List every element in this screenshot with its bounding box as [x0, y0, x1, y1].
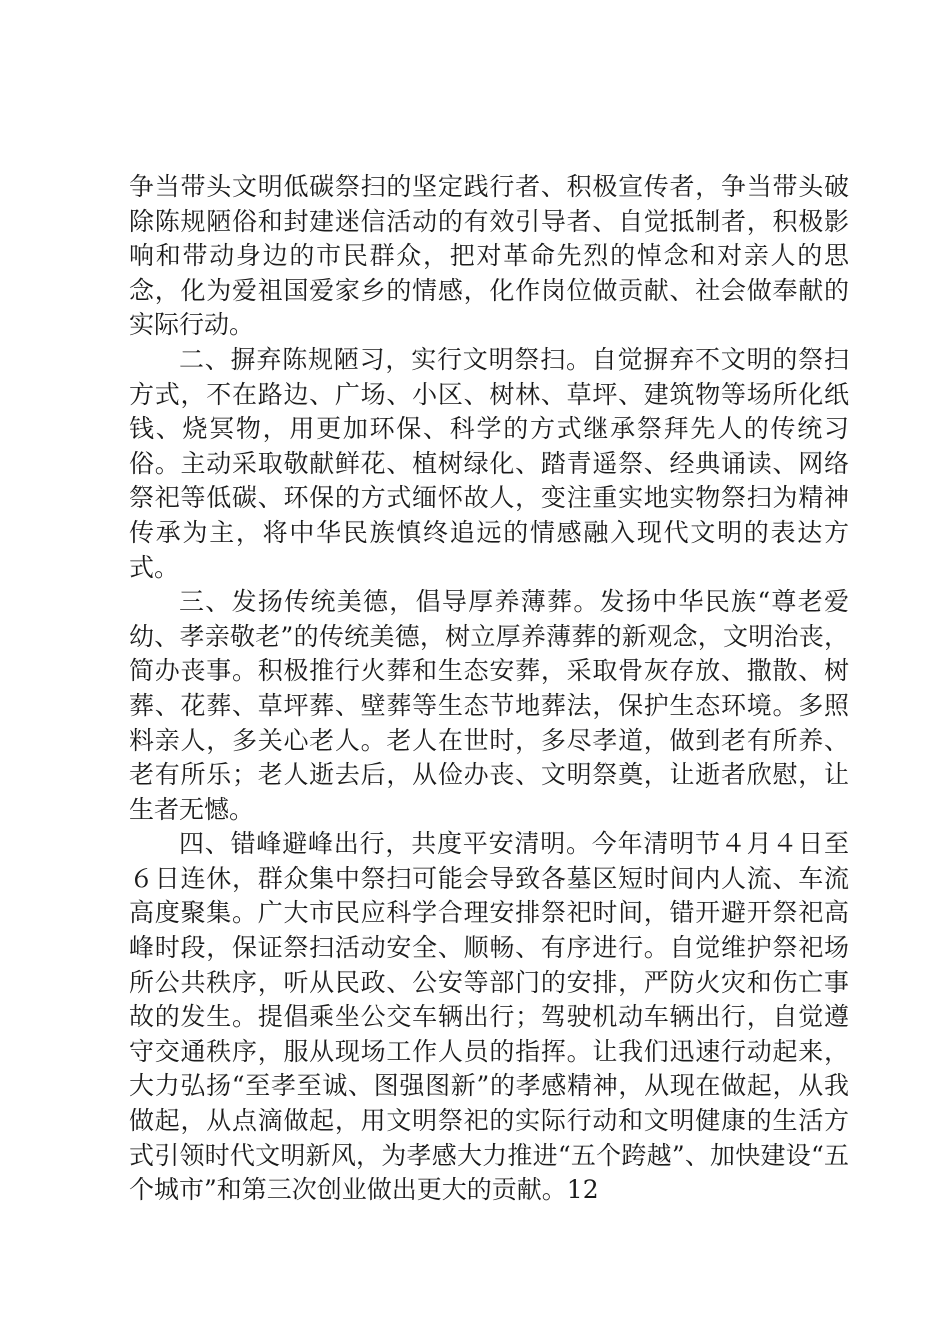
- document-body: [129, 170, 849, 1208]
- paragraph-section-four: 四、错峰避峰出行，共度平安清明。今年清明节４月４日至６日连休，群众集中祭扫可能会导致各墓区短时间内人流、车流高度聚集。广大市民应科学合理安排祭祀时间，错开避开祭祀高峰时段，保证祭扫活动安全、顺畅、有序进行。自觉维护祭祀场所公共秩序，听从民政、公安等部门的安排，严防火灾和伤亡事故的发生。提倡乘坐公交车辆出行；驾驶机动车辆出行，自觉遵守交通秩序，服从现场工作人员的指挥。让我们迅速行动起来，大力弘扬“至孝至诚、图强图新”的孝感精神，从现在做起，从我做起，从点滴做起，用文明祭祀的实际行动和文明健康的生活方式引领时代文明新风，为孝感大力推进“五个跨越”、加快建设“五个城市”和第三次创业做出更大的贡献。12: [129, 829, 849, 1205]
- paragraph-continuation: 争当带头文明低碳祭扫的坚定践行者、积极宣传者，争当带头破除陈规陋俗和封建迷信活动的有效引导者、自觉抵制者，积极影响和带动身边的市民群众，把对革命先烈的悼念和对亲人的思念，化为爱祖国爱家乡的情感，化作岗位做贡献、社会做奉献的实际行动。: [129, 172, 849, 340]
- paragraph-section-two: 二、摒弃陈规陋习，实行文明祭扫。自觉摒弃不文明的祭扫方式，不在路边、广场、小区、树林、草坪、建筑物等场所化纸钱、烧冥物，用更加环保、科学的方式继承祭拜先人的传统习俗。主动采取敬献鲜花、植树绿化、踏青遥祭、经典诵读、网络祭祀等低碳、环保的方式缅怀故人，变注重实地实物祭扫为精神传承为主，将中华民族慎终追远的情感融入现代文明的表达方式。: [129, 344, 849, 582]
- paragraph-section-three: 三、发扬传统美德，倡导厚养薄葬。发扬中华民族“尊老爱幼、孝亲敬老”的传统美德，树立厚养薄葬的新观念，文明治丧，简办丧事。积极推行火葬和生态安葬，采取骨灰存放、撒散、树葬、花葬、草坪葬、壁葬等生态节地葬法，保护生态环境。多照料亲人，多关心老人。老人在世时，多尽孝道，做到老有所养、老有所乐；老人逝去后，从俭办丧、文明祭奠，让逝者欣慰，让生者无憾。: [129, 587, 849, 824]
